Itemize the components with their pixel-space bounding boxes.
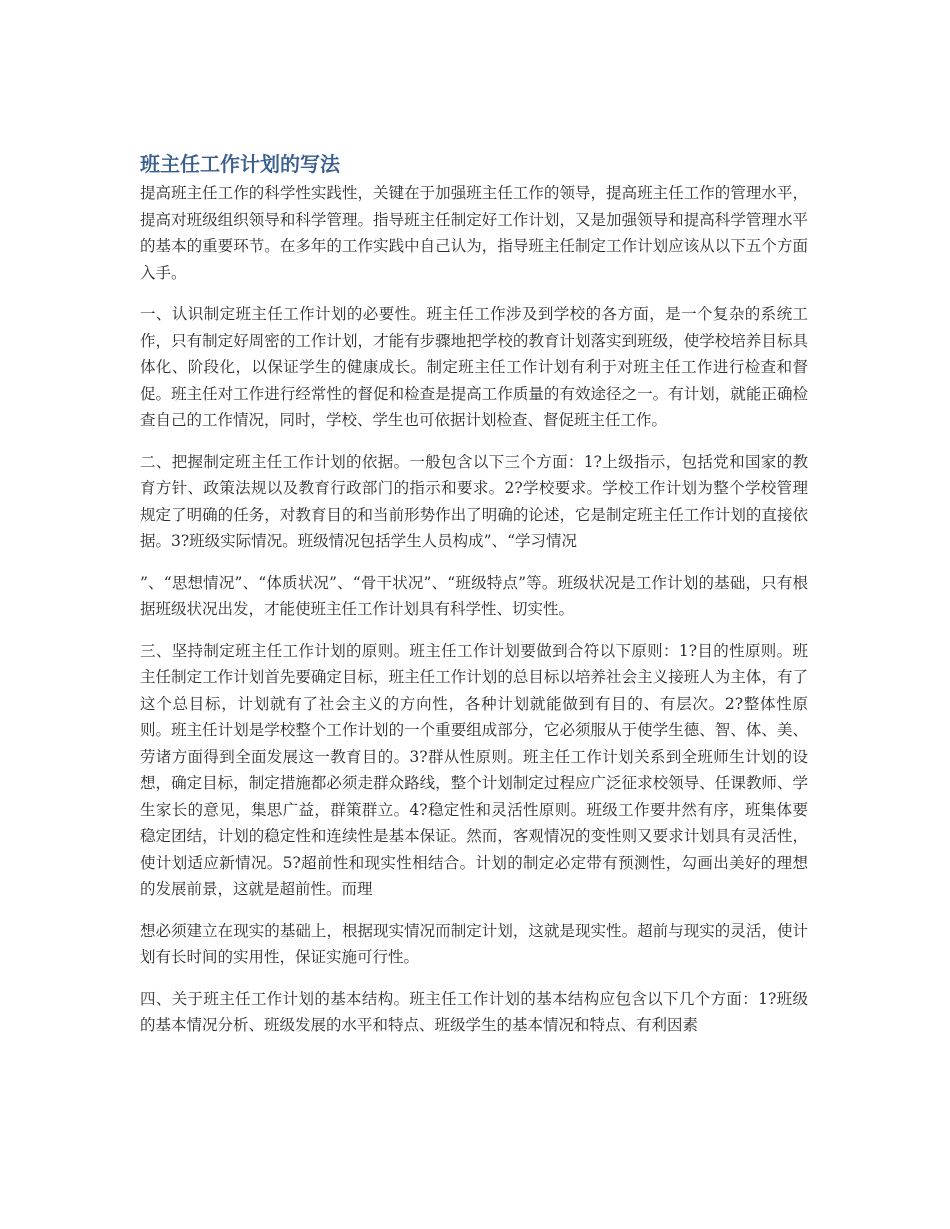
section-2-continued-paragraph: ”、“思想情况”、“体质状况”、“骨干状况”、“班级特点”等。班级状况是工作计划的基础，只有根据班级状况出发，才能使班主任工作计划具有科学性、切实性。 (140, 573, 808, 618)
intro-paragraph: 提高班主任工作的科学性实践性，关键在于加强班主任工作的领导，提高班主任工作的管理水平，提高对班级组织领导和科学管理。指导班主任制定好工作计划，又是加强领导和提高科学管理水平的基本的重要环节。在多年的工作实践中自己认为，指导班主任制定工作计划应该从以下五个方面入手。 (140, 184, 808, 282)
document-page (140, 148, 808, 1054)
section-3-continued-paragraph: 想必须建立在现实的基础上，根据现实情况而制定计划，这就是现实性。超前与现实的灵活，使计划有长时间的实用性，保证实施可行性。 (140, 921, 808, 966)
section-2-paragraph: 二、把握制定班主任工作计划的依据。一般包含以下三个方面：1?上级指示，包括党和国家的教育方针、政策法规以及教育行政部门的指示和要求。2?学校要求。学校工作计划为整个学校管理规定了明确的任务，对教育目的和当前形势作出了明确的论述，它是制定班主任工作计划的直接依据。3?班级实际情况。班级情况包括学生人员构成”、“学习情况 (140, 452, 808, 550)
document-title: 班主任工作计划的写法 (140, 152, 340, 176)
section-1-paragraph: 一、认识制定班主任工作计划的必要性。班主任工作涉及到学校的各方面，是一个复杂的系统工作，只有制定好周密的工作计划，才能有步骤地把学校的教育计划落实到班级，使学校培养目标具体化、阶段化，以保证学生的健康成长。制定班主任工作计划有利于对班主任工作进行检查和督促。班主任对工作进行经常性的督促和检查是提高工作质量的有效途径之一。有计划，就能正确检查自己的工作情况，同时，学校、学生也可依据计划检查、督促班主任工作。 (140, 305, 808, 429)
section-3-paragraph: 三、坚持制定班主任工作计划的原则。班主任工作计划要做到合符以下原则：1?目的性原则。班主任制定工作计划首先要确定目标，班主任工作计划的总目标以培养社会主义接班人为主体，有了这个总目标，计划就有了社会主义的方向性，各种计划就能做到有目的、有层次。2?整体性原则。班主任计划是学校整个工作计划的一个重要组成部分，它必须服从于使学生德、智、体、美、劳诸方面得到全面发展这一教育目的。3?群从性原则。班主任工作计划关系到全班师生计划的设想，确定目标，制定措施都必须走群众路线，整个计划制定过程应广泛征求校领导、任课教师、学生家长的意见，集思广益，群策群立。4?稳定性和灵活性原则。班级工作要井然有序，班集体要稳定团结，计划的稳定性和连续性是基本保证。然而，客观情况的变性则又要求计划具有灵活性，使计划适应新情况。5?超前性和现实性相结合。计划的制定必定带有预测性，勾画出美好的理想的发展前景，这就是超前性。而理 (140, 641, 808, 898)
section-4-paragraph: 四、关于班主任工作计划的基本结构。班主任工作计划的基本结构应包含以下几个方面：1?班级的基本情况分析、班级发展的水平和特点、班级学生的基本情况和特点、有利因素 (140, 989, 808, 1034)
